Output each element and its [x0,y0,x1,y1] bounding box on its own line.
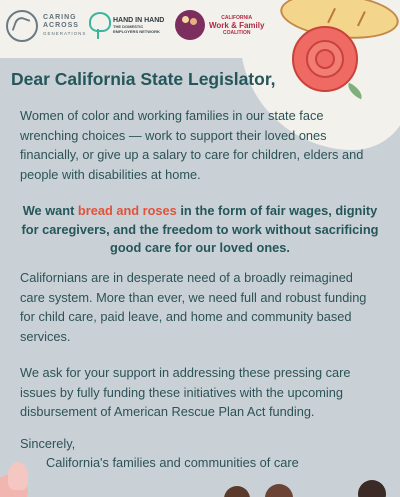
paragraph-2: Californians are in desperate need of a broadly reimagined care system. More than ever, we need full and robust funding for child care, paid leave, and home and community based services. [20,270,367,344]
callout-suffix: in the form of fair wages, dignity for caregivers, and the freedom to work without sacrificing good care for our loved ones. [21,203,379,255]
hand-in-hand-sub2: EMPLOYERS NETWORK [113,28,160,34]
cwfc-top: CALIFORNIA [221,14,253,21]
caring-across-line2: ACROSS [43,22,79,29]
hand-in-hand-logo [88,10,164,40]
callout-highlight: bread and roses [77,203,177,218]
hand-in-hand-name: HAND IN HAND [113,16,165,24]
work-family-coalition-logo [175,10,264,40]
cwfc-main: Work & Family [209,20,265,30]
hand-in-hand-sub1: THE DOMESTIC [113,23,144,29]
work-family-coalition-icon [175,10,205,40]
caring-across-line1: CARING [43,14,77,21]
callout [20,202,380,258]
person-illustration [224,486,250,497]
caring-across-line3: GENERATIONS [43,31,87,36]
person-illustration [358,480,386,497]
closing: Sincerely, [20,436,76,451]
caring-across-logo [6,10,86,42]
hand-in-hand-heart-icon [88,10,110,40]
paragraph-1: Women of color and working families in our state face wrenching choices — work to support their loved ones financially, or give up a salary to care for children, elders and people with disabilities at home. [20,108,364,182]
person-illustration [265,484,293,497]
caring-across-logo-icon [6,10,38,42]
salutation: Dear California State Legislator, [11,69,276,89]
flower-decoration [8,462,28,490]
callout-prefix: We want [22,203,78,218]
cwfc-sub: COALITION [222,29,251,36]
paragraph-3: We ask for your support in addressing these pressing care issues by fully funding these initiatives with the upcoming disbursement of American Rescue Plan Act funding. [20,365,351,419]
signature: California's families and communities of care [46,455,299,470]
